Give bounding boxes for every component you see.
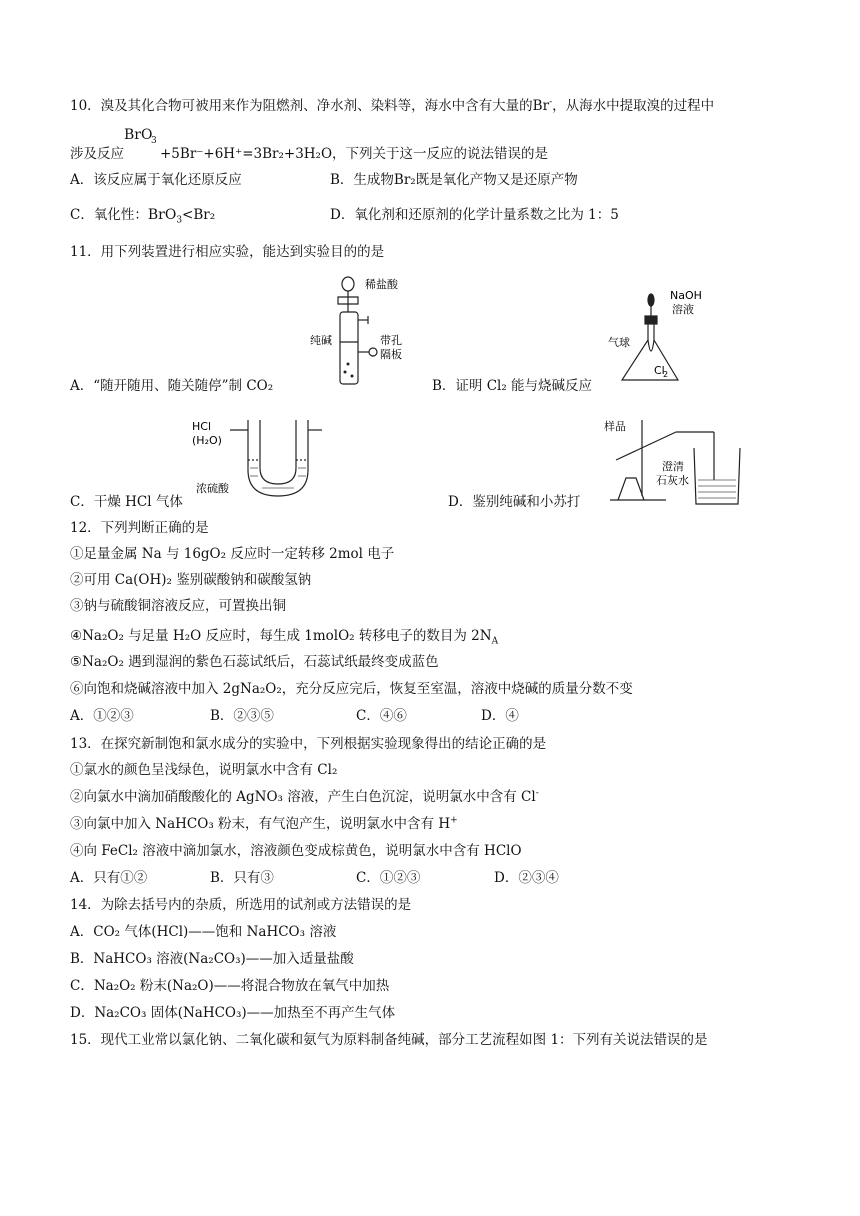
- q14-stem: 14．为除去括号内的杂质，所选用的试剂或方法错误的是: [70, 897, 412, 913]
- label-cl2: Cl: [654, 364, 665, 377]
- q12-option-d: D．④: [481, 708, 519, 724]
- label-sample: 样品: [604, 420, 626, 433]
- figure-kipp-apparatus: [300, 272, 420, 392]
- label-naoh: NaOH: [670, 289, 702, 302]
- q11-option-b: B．证明 Cl₂ 能与烧碱反应: [432, 378, 593, 394]
- q11-option-c: C．干燥 HCl 气体: [70, 494, 183, 510]
- q13-option-b: B．只有③: [210, 870, 274, 886]
- figure-flask-balloon: [600, 282, 720, 392]
- q12-statement-6: ⑥向饱和烧碱溶液中加入 2gNa₂O₂，充分反应完后，恢复至室温，溶液中烧碱的质量分数不变: [70, 681, 633, 697]
- q14-option-d: D．Na₂CO₃ 固体(NaHCO₃)——加热至不再产生气体: [70, 1005, 396, 1021]
- q13-statement-2: ②向氯水中滴加硝酸酸化的 AgNO₃ 溶液，产生白色沉淀，说明氯水中含有 Cl-: [70, 788, 539, 805]
- q13-statement-1: ①氯水的颜色呈浅绿色，说明氯水中含有 Cl₂: [70, 762, 338, 778]
- label-plate-1: 带孔: [380, 334, 402, 347]
- q15-stem: 15．现代工业常以氯化钠、二氧化碳和氨气为原料制备纯碱，部分工艺流程如图 1：下列有关说法错误的是: [70, 1032, 708, 1048]
- q10-stem-line1: 10．溴及其化合物可被用来作为阻燃剂、净水剂、染料等，海水中含有大量的Br-，从海水中提取溴的过程中: [70, 97, 715, 114]
- q12-stem: 12．下列判断正确的是: [70, 520, 209, 536]
- label-h2o: (H₂O): [192, 434, 222, 447]
- q14-option-c: C．Na₂O₂ 粉末(Na₂O)——将混合物放在氧气中加热: [70, 978, 390, 994]
- q10-option-c: C．氧化性：BrO$_3$<Br₂: [70, 207, 216, 226]
- q13-statement-3: ③向氯中加入 NaHCO₃ 粉末，有气泡产生，说明氯水中含有 H+: [70, 815, 458, 832]
- label-naoh-solution: 溶液: [672, 303, 694, 316]
- q10-option-b: B．生成物Br₂既是氧化产物又是还原产物: [330, 172, 578, 188]
- q13-option-d: D．②③④: [494, 870, 559, 886]
- label-dilute-hcl: 稀盐酸: [365, 278, 398, 291]
- q12-statement-1: ①足量金属 Na 与 16gO₂ 反应时一定转移 2mol 电子: [70, 546, 395, 562]
- q14-option-b: B．NaHCO₃ 溶液(Na₂CO₃)——加入适量盐酸: [70, 951, 354, 967]
- label-conc-h2so4: 浓硫酸: [196, 482, 229, 495]
- figure-heating-sample: [596, 410, 756, 510]
- q10-option-d: D．氧化剂和还原剂的化学计量系数之比为 1：5: [330, 207, 619, 223]
- q12-statement-5: ⑤Na₂O₂ 遇到湿润的紫色石蕊试纸后，石蕊试纸最终变成蓝色: [70, 654, 439, 670]
- q11-option-d: D．鉴别纯碱和小苏打: [448, 494, 581, 510]
- q12-statement-4: ④Na₂O₂ 与足量 H₂O 反应时，每生成 1molO₂ 转移电子的数目为 $2N_A$: [70, 628, 499, 647]
- label-balloon: 气球: [608, 336, 630, 349]
- q11-option-a: A．“随开随用、随关随停”制 CO₂: [70, 378, 274, 394]
- q10-stem-line2: 涉及反应 BrO 3 +5Br⁻+6H⁺=3Br₂+3H₂O，下列关于这一反应的说法错误的是: [70, 127, 549, 162]
- label-plate-2: 隔板: [380, 348, 402, 361]
- q12-option-b: B．②③⑤: [210, 708, 274, 724]
- label-limewater-1: 澄清: [662, 460, 684, 473]
- q12-option-a: A．①②③: [70, 708, 134, 724]
- q12-statement-2: ②可用 Ca(OH)₂ 鉴别碳酸钠和碳酸氢钠: [70, 572, 312, 588]
- label-cl2-sub: 2: [663, 370, 669, 379]
- q11-stem: 11．用下列装置进行相应实验，能达到实验目的的是: [70, 244, 385, 260]
- label-hcl: HCl: [192, 420, 212, 433]
- q10-option-a: A．该反应属于氧化还原反应: [70, 172, 242, 188]
- figure-u-tube: [190, 410, 330, 500]
- label-soda: 纯碱: [310, 334, 332, 347]
- q13-statement-4: ④向 FeCl₂ 溶液中滴加氯水，溶液颜色变成棕黄色，说明氯水中含有 HClO: [70, 843, 522, 859]
- q13-option-c: C．①②③: [356, 870, 421, 886]
- q13-option-a: A．只有①②: [70, 870, 148, 886]
- q13-stem: 13．在探究新制饱和氯水成分的实验中，下列根据实验现象得出的结论正确的是: [70, 736, 547, 752]
- q12-statement-3: ③钠与硫酸铜溶液反应，可置换出铜: [70, 598, 286, 614]
- q14-option-a: A．CO₂ 气体(HCl)——饱和 NaHCO₃ 溶液: [70, 924, 337, 940]
- q12-option-c: C．④⑥: [356, 708, 407, 724]
- label-limewater-2: 石灰水: [656, 474, 689, 487]
